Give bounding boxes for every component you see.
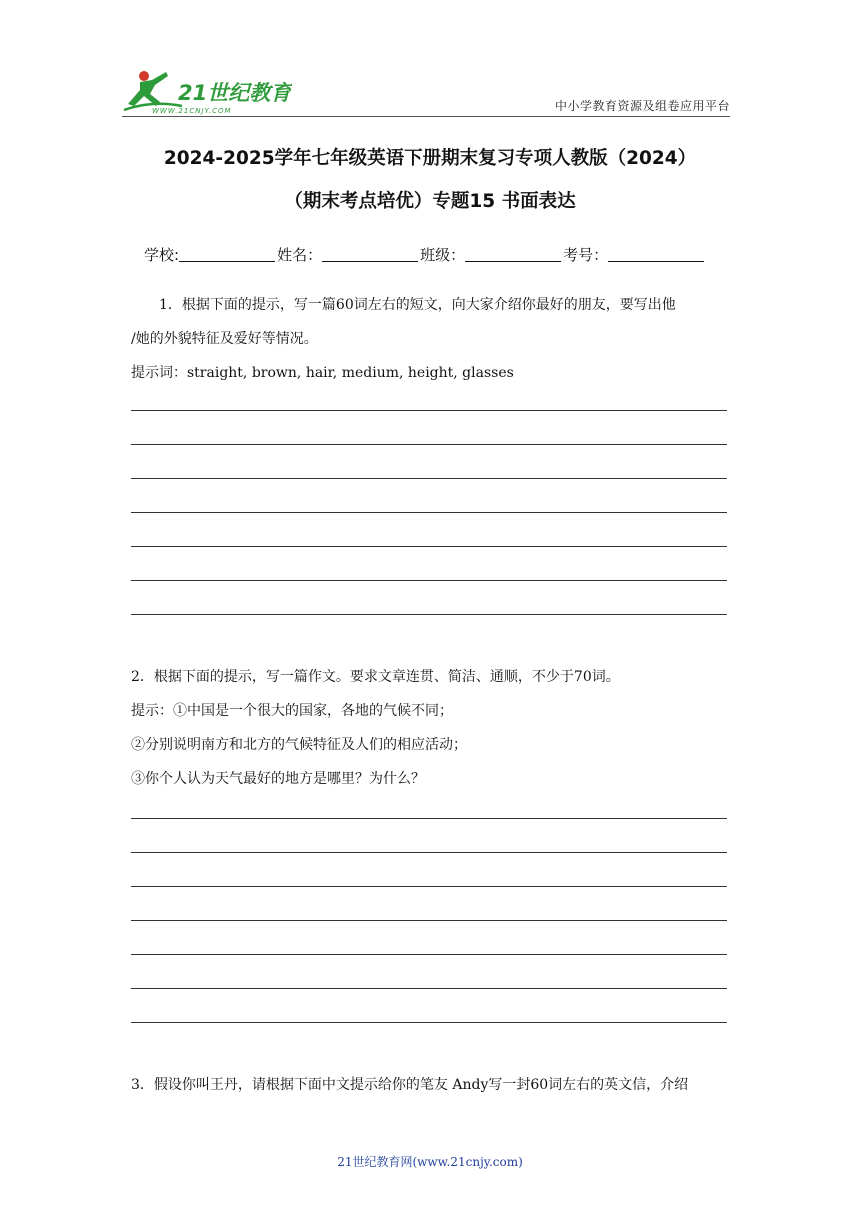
answer-line[interactable] [131,444,727,445]
class-label: 班级： [420,246,466,264]
number-label: 考号： [563,246,609,264]
question-2-line-1: 2．根据下面的提示，写一篇作文。要求文章连贯、简洁、通顺，不少于70词。 [131,669,620,685]
answer-line[interactable] [131,512,727,513]
answer-line[interactable] [131,478,727,479]
school-blank[interactable] [179,245,275,262]
class-blank[interactable] [465,245,561,262]
question-2-hint-3: ③你个人认为天气最好的地方是哪里？为什么？ [131,771,425,787]
question-1-hint: 提示词：straight, brown, hair, medium, height, glasses [131,365,514,381]
name-label: 姓名： [277,246,323,264]
school-label: 学校: [144,246,180,264]
answer-line[interactable] [131,1022,727,1023]
answer-line[interactable] [131,852,727,853]
name-blank[interactable] [322,245,418,262]
page-title: 2024-2025学年七年级英语下册期末复习专项人教版（2024） [163,148,697,169]
answer-line[interactable] [131,988,727,989]
answer-line[interactable] [131,410,727,411]
header-platform-text: 中小学教育资源及组卷应用平台 [554,99,730,113]
student-info-row [144,244,706,265]
runner-icon [124,71,182,110]
answer-line[interactable] [131,920,727,921]
logo-url: WWW.21CNJY.COM [152,107,232,115]
answer-line[interactable] [131,580,727,581]
question-1-line-1: 1．根据下面的提示，写一篇60词左右的短文，向大家介绍你最好的朋友，要写出他 [159,297,676,313]
number-blank[interactable] [608,245,704,262]
page-subtitle: （期末考点培优）专题15 书面表达 [284,191,576,212]
answer-line[interactable] [131,818,727,819]
question-2-hint-2: ②分别说明南方和北方的气候特征及人们的相应活动； [131,737,467,753]
answer-line[interactable] [131,954,727,955]
page-header [122,66,730,117]
answer-line[interactable] [131,546,727,547]
answer-line[interactable] [131,614,727,615]
logo-21cnjy [122,66,292,116]
page-footer: 21世纪教育网(www.21cnjy.com) [337,1155,523,1169]
question-2-hint-1: 提示：①中国是一个很大的国家，各地的气候不同； [131,703,453,719]
question-1-line-2: /她的外貌特征及爱好等情况。 [131,331,318,347]
question-3-line-1: 3．假设你叫王丹，请根据下面中文提示给你的笔友 Andy写一封60词左右的英文信，介绍 [131,1077,689,1093]
logo-text: 21世纪教育 [178,81,292,105]
answer-line[interactable] [131,886,727,887]
